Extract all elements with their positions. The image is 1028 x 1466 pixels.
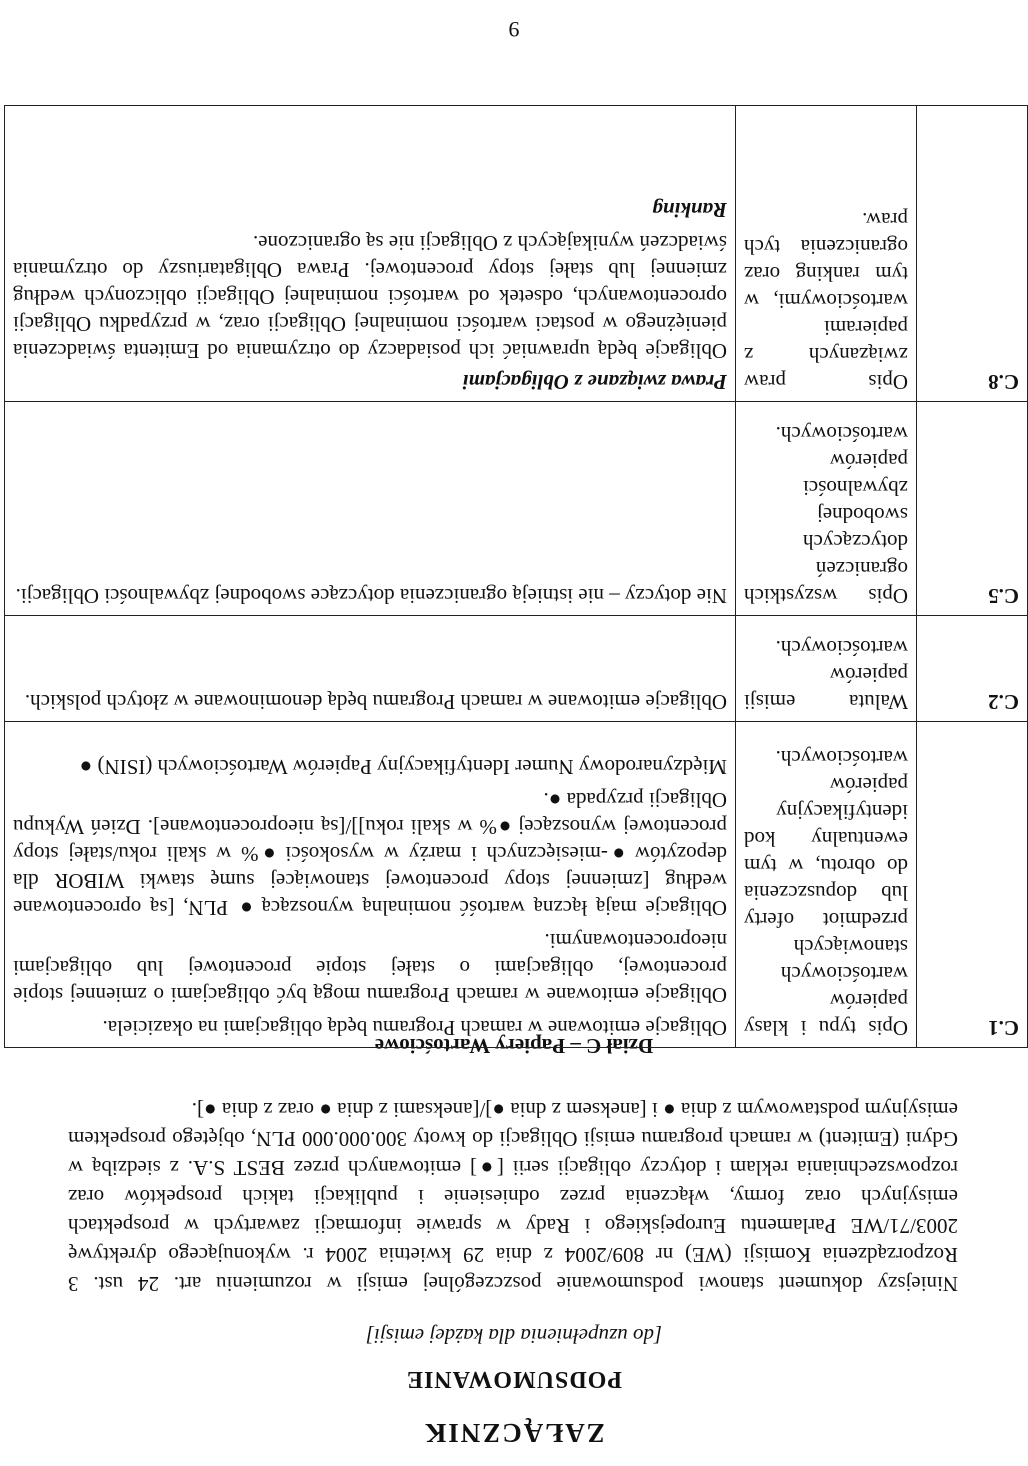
row-content <box>5 402 736 616</box>
row-title: Opis typu i klasy papierów wartościowych stanowiących przedmiot oferty lub dopuszczenia do obrotu, w tym ewentualny kod identyfikacyjny papierów wartościowych. <box>736 722 917 1048</box>
row-id: C.8 <box>917 106 1028 402</box>
table-row <box>5 402 1028 616</box>
rights-heading: Prawa związane z Obligacjami <box>462 370 727 394</box>
section-title: Dział C – Papiery Wartościowe <box>374 1034 654 1058</box>
table-row <box>5 722 1028 1048</box>
intro-paragraph: Niniejszy dokument stanowi podsumowanie poszczególnej emisji w rozumieniu art. 24 ust. 3 Rozporządzenia Komisji (WE) nr 809/2004 z dnia 29 kwietnia 2004 r. wykonującego dyrektywę 2003/71/WE Parlamentu Europejskiego i Rady w sprawie informacji zawartych w prospektach emisyjnych oraz formy, włączenia przez odniesienie i publikacji takich prospektów oraz rozpowszechniania reklam i dotyczy obligacji serii [●] emitowanych przez BEST S.A. z siedzibą w Gdyni (Emitent) w ramach programu emisji Obligacji do kwoty 300.000.000 PLN, objętego prospektem emisyjnym podstawowym z dnia ● i [aneksem z dnia ●]/[aneksami z dnia ● oraz z dnia ●]. <box>68 1098 958 1296</box>
paragraph: Nie dotyczy – nie istnieją ograniczenia dotyczące swobodnej zbywalności Obligacji. <box>15 584 727 608</box>
row-content <box>5 616 736 722</box>
row-title: Opis praw związanych z papierami wartościowymi, w tym ranking oraz ograniczenia tych praw. <box>736 106 917 402</box>
completion-note: [do uzupełnienia dla każdej emisji] <box>365 1324 663 1348</box>
page-number: 9 <box>508 17 520 42</box>
row-content <box>5 106 736 402</box>
paragraph: Obligacje będą uprawniać ich posiadaczy do otrzymania od Emitenta świadczenia pieniężnego w postaci wartości nominalnej Obligacji oraz, w przypadku Obligacji oprocentowanych, odsetek od wartości nominalnej Obligacji obliczonych według zmiennej lub stałej stopy procentowej. Prawa Obligatariuszy do otrzymania świadczeń wynikających z Obligacji nie są ograniczone. <box>13 231 727 363</box>
document-title: ZAŁĄCZNIK <box>423 1418 605 1448</box>
table-row <box>5 616 1028 722</box>
document-subtitle: PODSUMOWANIE <box>406 1366 623 1392</box>
table-row <box>5 106 1028 402</box>
paragraph: Międzynarodowy Numer Identyfikacyjny Papierów Wartościowych (ISIN) ● <box>79 755 727 779</box>
paragraph: Obligacje emitowane w ramach Programu będą obligacjami na okaziciela. <box>102 1016 727 1040</box>
row-id: C.1 <box>917 722 1028 1048</box>
paragraph: Obligacje emitowane w ramach Programu będą denominowane w złotych polskich. <box>24 690 727 714</box>
summary-table <box>4 105 1028 1048</box>
ranking-heading: Ranking <box>652 198 727 222</box>
row-title: Waluta emisji papierów wartościowych. <box>736 616 917 722</box>
row-title: Opis wszystkich ograniczeń dotyczących swobodnej zbywalności papierów wartościowych. <box>736 402 917 616</box>
row-id: C.2 <box>917 616 1028 722</box>
paragraph: Obligacje emitowane w ramach Programu mogą być obligacjami o zmiennej stopie procentowej, obligacjami o stałej stopie procentowej lub obligacjami nieoprocentowanymi. <box>13 929 727 1007</box>
paragraph: Obligacje mają łączną wartość nominalną wynoszącą ● PLN, [są oprocentowane według [zmiennej stopy procentowej stanowiącej sumę stawki WIBOR dla depozytów ●-miesięcznych i marży w wysokości ●% w skali roku/stałej stopy procentowej wynoszącej ●% w skali roku]]/[są nieoprocentowane]. Dzień Wykupu Obligacji przypada ●. <box>13 788 727 920</box>
row-id: C.5 <box>917 402 1028 616</box>
row-content <box>5 722 736 1048</box>
